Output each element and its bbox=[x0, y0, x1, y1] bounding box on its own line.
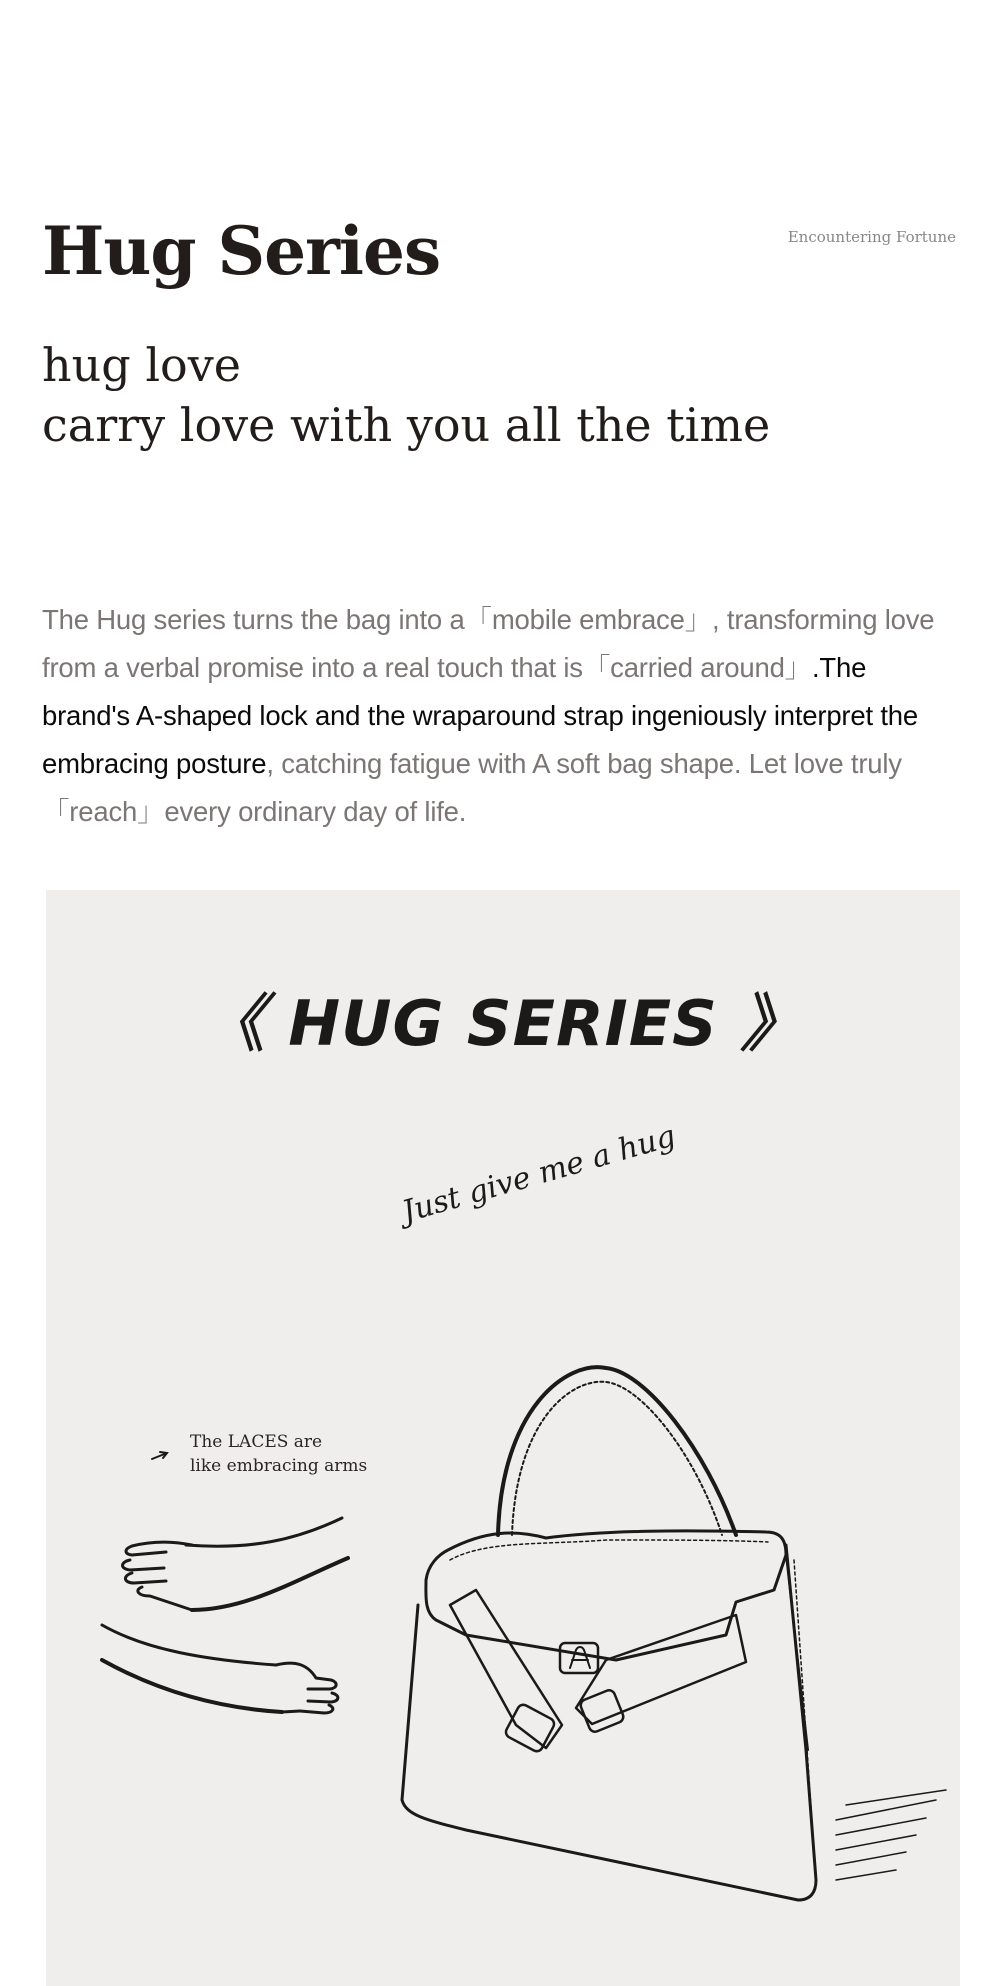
illustration-drawing bbox=[46, 890, 960, 1986]
description bbox=[42, 596, 958, 836]
laces-caption-line-1: The LACES are bbox=[190, 1432, 323, 1452]
laces-caption bbox=[190, 1430, 367, 1478]
description-part-2: .The brand's A-shaped lock and the wraparound strap ingeniously interpret the embracing posture bbox=[42, 652, 918, 779]
a-lock-icon bbox=[560, 1643, 598, 1673]
hug-series-illustration bbox=[46, 890, 960, 1986]
handbag-icon bbox=[402, 1367, 946, 1900]
description-part-1: The Hug series turns the bag into a「mobile embrace」, transforming love from a verbal promise into a real touch that is「carried around」 bbox=[42, 604, 935, 683]
subtitle-line-1: hug love bbox=[42, 338, 241, 392]
laces-caption-line-2: like embracing arms bbox=[190, 1456, 368, 1476]
description-part-3: , catching fatigue with A soft bag shape. Let love truly「reach」every ordinary day of life. bbox=[42, 748, 902, 827]
subtitle-line-2: carry love with you all the time bbox=[42, 398, 771, 452]
subtitle bbox=[42, 335, 770, 455]
embracing-arms-icon bbox=[102, 1518, 348, 1713]
arrow-icon bbox=[152, 1452, 167, 1459]
illustration-heading: 《 HUG SERIES 》 bbox=[202, 987, 804, 1060]
hug-caption: Just give me a hug bbox=[398, 1118, 680, 1230]
page-title: Hug Series bbox=[42, 212, 441, 290]
tagline: Encountering Fortune bbox=[787, 228, 956, 246]
